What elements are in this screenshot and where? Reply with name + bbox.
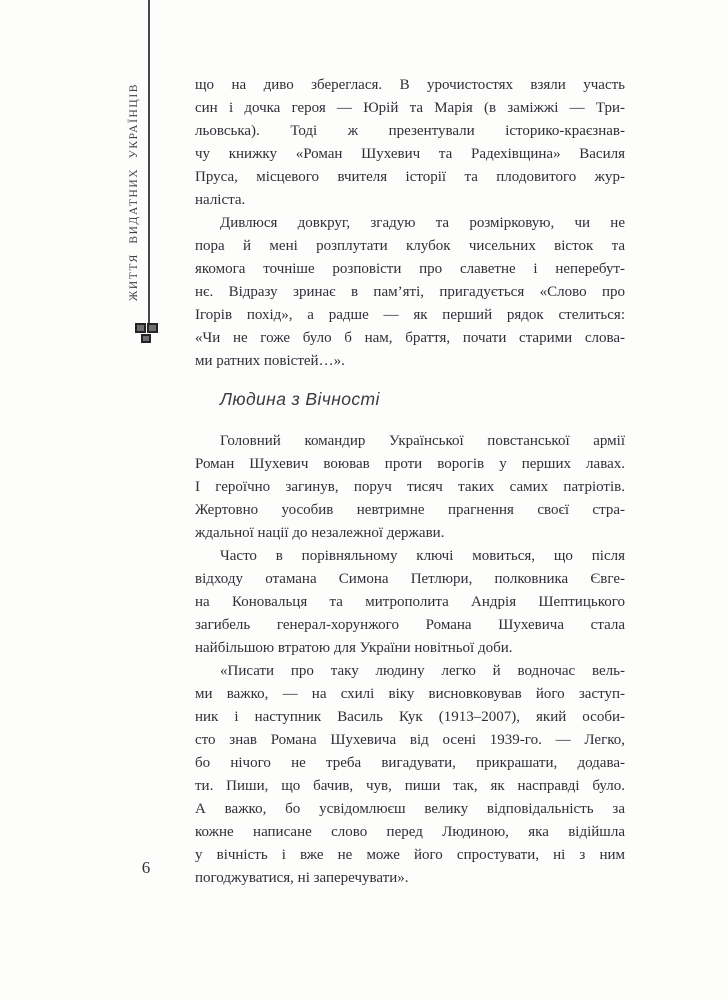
- paragraph: [195, 545, 625, 660]
- text-line: погоджуватися, ні заперечувати».: [195, 870, 409, 886]
- text-line: ти. Пиши, що бачив, чув, пиши так, як насправді було.: [195, 778, 625, 794]
- text-line: бо нічого не треба вигадувати, прикрашати, додава-: [195, 755, 625, 771]
- text-line: Головний командир Української повстанської армії: [220, 433, 625, 449]
- text-line: сто знав Романа Шухевича від осені 1939-го. — Легко,: [195, 732, 625, 748]
- ornament-square: [135, 323, 146, 333]
- text-line: наліста.: [195, 192, 246, 208]
- page-number: 6: [141, 858, 151, 877]
- series-title-vertical: ЖИТТЯ ВИДАТНИХ УКРАЇНЦІВ: [128, 82, 140, 302]
- text-line: ми ратних повістей…».: [195, 353, 345, 369]
- text-line: Ігорів похід», а радше — як перший рядок стелиться:: [195, 307, 625, 323]
- paragraph: [195, 74, 625, 212]
- text-line: льовська). Тоді ж презентували історико-краєзнав-: [195, 123, 625, 139]
- text-line: Пруса, місцевого вчителя історії та плодовитого жур-: [195, 169, 625, 185]
- text-line: відходу отамана Симона Петлюри, полковника Євге-: [195, 571, 625, 587]
- text-line: Дивлюся довкруг, згадую та розмірковую, чи не: [220, 215, 625, 231]
- text-line: пора й мені розплутати клубок чисельних вісток та: [195, 238, 625, 254]
- text-line: нє. Відразу зринає в пам’яті, пригадується «Слово про: [195, 284, 625, 300]
- text-line: син і дочка героя — Юрій та Марія (в заміжжі — Три-: [195, 100, 625, 116]
- text-line: ми важко, — на схилі віку висновковував його заступ-: [195, 686, 625, 702]
- text-line: у вічність і вже не може його спростувати, ні з ним: [195, 847, 625, 863]
- text-line: якомога точніше розповісти про славетне і неперебут-: [195, 261, 625, 277]
- text-line: на Коновальця та митрополита Андрія Шептицького: [195, 594, 625, 610]
- text-line: «Писати про таку людину легко й водночас вель-: [220, 663, 625, 679]
- text-block: [195, 74, 625, 890]
- section-heading: Людина з Вічності: [220, 389, 380, 409]
- text-line: чу книжку «Роман Шухевич та Радехівщина» Василя: [195, 146, 625, 162]
- text-line: Жертовно уособив невтримне прагнення своєї стра-: [195, 502, 625, 518]
- ornament-square: [141, 334, 151, 343]
- text-line: кожне написане слово перед Людиною, яка відійшла: [195, 824, 625, 840]
- spine-rule: [148, 0, 150, 324]
- text-line: загибель генерал-хорунжого Романа Шухевича стала: [195, 617, 625, 633]
- ornament-square: [147, 323, 158, 333]
- text-line: Роман Шухевич воював проти ворогів у перших лавах.: [195, 456, 625, 472]
- text-line: «Чи не гоже було б нам, браття, почати старими слова-: [195, 330, 625, 346]
- text-line: А важко, бо усвідомлюєш велику відповідальність за: [195, 801, 625, 817]
- text-line: Часто в порівняльному ключі мовиться, що після: [220, 548, 625, 564]
- paragraph: [195, 430, 625, 545]
- text-line: що на диво збереглася. В урочистостях взяли участь: [195, 77, 625, 93]
- paragraph: [195, 660, 625, 890]
- text-line: ждальної нації до незалежної держави.: [195, 525, 445, 541]
- text-line: І героїчно загинув, поруч тисяч таких самих патріотів.: [195, 479, 625, 495]
- publisher-ornament: [135, 323, 158, 344]
- text-line: найбільшою втратою для України новітньої доби.: [195, 640, 513, 656]
- paragraph: [195, 212, 625, 373]
- text-line: ник і наступник Василь Кук (1913–2007), який особи-: [195, 709, 625, 725]
